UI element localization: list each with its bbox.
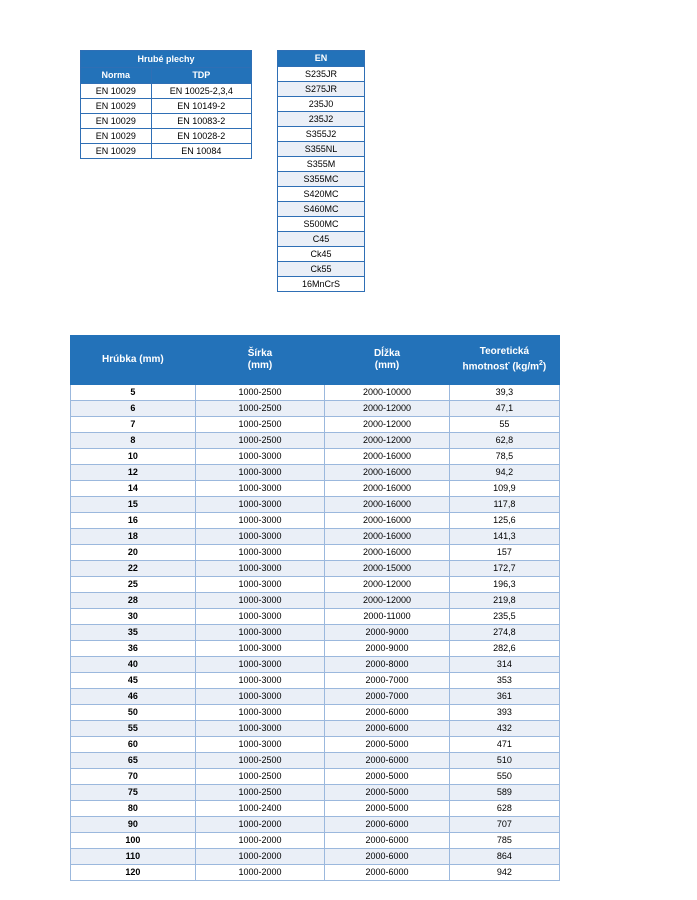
table-row	[71, 753, 560, 769]
cell-length: 2000-7000	[325, 689, 450, 705]
cell-weight: 274,8	[449, 625, 559, 641]
norms-cell-norma: EN 10029	[81, 99, 152, 114]
cell-weight: 117,8	[449, 497, 559, 513]
norms-cell-tdp: EN 10084	[151, 144, 251, 159]
cell-width: 1000-3000	[195, 737, 325, 753]
cell-thickness: 70	[71, 769, 196, 785]
cell-length: 2000-8000	[325, 657, 450, 673]
table-row	[81, 99, 252, 114]
list-item	[278, 157, 365, 172]
table-row	[71, 625, 560, 641]
cell-thickness: 50	[71, 705, 196, 721]
cell-weight: 314	[449, 657, 559, 673]
cell-width: 1000-3000	[195, 465, 325, 481]
cell-weight: 864	[449, 849, 559, 865]
en-grade-cell: S355NL	[278, 142, 365, 157]
cell-thickness: 12	[71, 465, 196, 481]
cell-length: 2000-6000	[325, 705, 450, 721]
table-row	[81, 114, 252, 129]
dim-header-thickness-label: Hrúbka (mm)	[102, 354, 164, 365]
cell-thickness: 60	[71, 737, 196, 753]
list-item	[278, 172, 365, 187]
list-item	[278, 67, 365, 82]
cell-weight: 235,5	[449, 609, 559, 625]
table-row	[71, 545, 560, 561]
en-grade-cell: S235JR	[278, 67, 365, 82]
cell-weight: 125,6	[449, 513, 559, 529]
cell-width: 1000-2500	[195, 785, 325, 801]
dim-header-weight-line1: Teoretická	[479, 346, 530, 358]
cell-thickness: 110	[71, 849, 196, 865]
dim-header-weight	[449, 336, 559, 385]
cell-weight: 471	[449, 737, 559, 753]
list-item	[278, 202, 365, 217]
cell-length: 2000-12000	[325, 433, 450, 449]
cell-length: 2000-9000	[325, 641, 450, 657]
table-row	[71, 673, 560, 689]
cell-length: 2000-16000	[325, 545, 450, 561]
cell-length: 2000-16000	[325, 449, 450, 465]
cell-weight: 393	[449, 705, 559, 721]
cell-length: 2000-16000	[325, 529, 450, 545]
en-grades-table	[277, 50, 365, 292]
cell-thickness: 80	[71, 801, 196, 817]
cell-weight: 109,9	[449, 481, 559, 497]
cell-thickness: 46	[71, 689, 196, 705]
cell-thickness: 45	[71, 673, 196, 689]
cell-width: 1000-3000	[195, 529, 325, 545]
cell-thickness: 22	[71, 561, 196, 577]
cell-length: 2000-12000	[325, 593, 450, 609]
en-grades-table-body	[278, 51, 365, 292]
cell-width: 1000-3000	[195, 609, 325, 625]
en-header-cell: EN	[278, 51, 365, 67]
table-row	[81, 144, 252, 159]
table-row	[71, 465, 560, 481]
cell-thickness: 15	[71, 497, 196, 513]
table-row	[71, 577, 560, 593]
cell-weight: 361	[449, 689, 559, 705]
en-grade-cell: S275JR	[278, 82, 365, 97]
list-item	[278, 262, 365, 277]
norms-cell-norma: EN 10029	[81, 129, 152, 144]
cell-thickness: 8	[71, 433, 196, 449]
cell-weight: 785	[449, 833, 559, 849]
cell-width: 1000-3000	[195, 641, 325, 657]
cell-length: 2000-9000	[325, 625, 450, 641]
cell-width: 1000-3000	[195, 705, 325, 721]
cell-weight: 55	[449, 417, 559, 433]
cell-weight: 282,6	[449, 641, 559, 657]
cell-width: 1000-3000	[195, 545, 325, 561]
table-row	[71, 737, 560, 753]
en-grade-cell: S460MC	[278, 202, 365, 217]
cell-length: 2000-16000	[325, 481, 450, 497]
cell-weight: 94,2	[449, 465, 559, 481]
cell-weight: 157	[449, 545, 559, 561]
table-row	[71, 609, 560, 625]
table-row	[71, 785, 560, 801]
cell-length: 2000-6000	[325, 753, 450, 769]
dim-header-width	[195, 336, 325, 385]
cell-width: 1000-2000	[195, 833, 325, 849]
table-row	[71, 385, 560, 401]
cell-weight: 510	[449, 753, 559, 769]
list-item	[278, 232, 365, 247]
cell-width: 1000-3000	[195, 577, 325, 593]
cell-length: 2000-11000	[325, 609, 450, 625]
cell-thickness: 14	[71, 481, 196, 497]
list-item	[278, 247, 365, 262]
cell-thickness: 55	[71, 721, 196, 737]
list-item	[278, 82, 365, 97]
cell-thickness: 75	[71, 785, 196, 801]
cell-weight: 628	[449, 801, 559, 817]
table-row	[71, 865, 560, 881]
list-item	[278, 142, 365, 157]
norms-cell-tdp: EN 10028-2	[151, 129, 251, 144]
cell-thickness: 20	[71, 545, 196, 561]
dimensions-table-body	[71, 385, 560, 881]
table-row	[71, 513, 560, 529]
norms-header-row	[81, 68, 252, 84]
en-grade-cell: 16MnCrS	[278, 277, 365, 292]
cell-thickness: 35	[71, 625, 196, 641]
cell-thickness: 36	[71, 641, 196, 657]
cell-width: 1000-2000	[195, 849, 325, 865]
table-row	[71, 849, 560, 865]
cell-thickness: 28	[71, 593, 196, 609]
table-row	[71, 657, 560, 673]
cell-width: 1000-2500	[195, 433, 325, 449]
cell-length: 2000-6000	[325, 833, 450, 849]
table-row	[71, 401, 560, 417]
cell-length: 2000-6000	[325, 849, 450, 865]
cell-weight: 589	[449, 785, 559, 801]
cell-length: 2000-12000	[325, 417, 450, 433]
table-row	[71, 481, 560, 497]
dimensions-table	[70, 335, 560, 881]
cell-weight: 432	[449, 721, 559, 737]
en-grade-cell: S420MC	[278, 187, 365, 202]
cell-length: 2000-5000	[325, 737, 450, 753]
en-grade-cell: 235J2	[278, 112, 365, 127]
dim-header-weight-line3: )	[542, 361, 547, 373]
list-item	[278, 112, 365, 127]
cell-thickness: 90	[71, 817, 196, 833]
dim-header-width-line1: Šírka	[247, 348, 273, 359]
cell-weight: 196,3	[449, 577, 559, 593]
table-row	[71, 769, 560, 785]
cell-length: 2000-7000	[325, 673, 450, 689]
cell-width: 1000-2400	[195, 801, 325, 817]
norms-header-norma: Norma	[81, 68, 152, 84]
cell-width: 1000-2500	[195, 401, 325, 417]
dim-header-weight-exponent: 2	[539, 360, 543, 368]
cell-width: 1000-3000	[195, 513, 325, 529]
cell-length: 2000-5000	[325, 785, 450, 801]
table-row	[71, 801, 560, 817]
cell-length: 2000-16000	[325, 513, 450, 529]
en-grade-cell: S355M	[278, 157, 365, 172]
table-row	[71, 449, 560, 465]
cell-weight: 172,7	[449, 561, 559, 577]
norms-header-tdp: TDP	[151, 68, 251, 84]
table-row	[71, 497, 560, 513]
norms-cell-tdp: EN 10025-2,3,4	[151, 84, 251, 99]
norms-cell-norma: EN 10029	[81, 84, 152, 99]
cell-weight: 942	[449, 865, 559, 881]
cell-width: 1000-2000	[195, 865, 325, 881]
cell-thickness: 30	[71, 609, 196, 625]
cell-weight: 707	[449, 817, 559, 833]
list-item	[278, 97, 365, 112]
table-row	[81, 84, 252, 99]
cell-weight: 219,8	[449, 593, 559, 609]
en-grade-cell: S355MC	[278, 172, 365, 187]
cell-length: 2000-16000	[325, 465, 450, 481]
cell-width: 1000-3000	[195, 497, 325, 513]
cell-length: 2000-12000	[325, 401, 450, 417]
dim-header-length-line1: Dĺžka	[373, 348, 401, 359]
table-row	[71, 433, 560, 449]
cell-weight: 39,3	[449, 385, 559, 401]
cell-thickness: 10	[71, 449, 196, 465]
table-row	[71, 833, 560, 849]
dim-header-weight-line2: hmotnosť (kg/m	[462, 361, 540, 373]
cell-weight: 353	[449, 673, 559, 689]
en-grade-cell: S355J2	[278, 127, 365, 142]
cell-thickness: 65	[71, 753, 196, 769]
table-row	[71, 705, 560, 721]
cell-thickness: 25	[71, 577, 196, 593]
norms-cell-tdp: EN 10083-2	[151, 114, 251, 129]
cell-width: 1000-3000	[195, 449, 325, 465]
cell-length: 2000-12000	[325, 577, 450, 593]
en-grade-cell: Ck45	[278, 247, 365, 262]
cell-length: 2000-6000	[325, 721, 450, 737]
cell-weight: 62,8	[449, 433, 559, 449]
en-grade-cell: S500MC	[278, 217, 365, 232]
en-grade-cell: Ck55	[278, 262, 365, 277]
table-row	[71, 417, 560, 433]
cell-length: 2000-5000	[325, 801, 450, 817]
cell-length: 2000-6000	[325, 817, 450, 833]
norms-cell-norma: EN 10029	[81, 144, 152, 159]
list-item	[278, 127, 365, 142]
norms-table	[80, 50, 252, 159]
cell-width: 1000-3000	[195, 481, 325, 497]
cell-thickness: 18	[71, 529, 196, 545]
cell-width: 1000-2500	[195, 385, 325, 401]
table-row	[81, 129, 252, 144]
norms-cell-tdp: EN 10149-2	[151, 99, 251, 114]
cell-length: 2000-15000	[325, 561, 450, 577]
list-item	[278, 217, 365, 232]
list-item	[278, 277, 365, 292]
cell-thickness: 40	[71, 657, 196, 673]
cell-width: 1000-3000	[195, 673, 325, 689]
dim-header-length	[325, 336, 450, 385]
cell-width: 1000-3000	[195, 593, 325, 609]
table-row	[71, 593, 560, 609]
table-row	[71, 561, 560, 577]
norms-cell-norma: EN 10029	[81, 114, 152, 129]
norms-title-cell: Hrubé plechy	[81, 51, 252, 68]
cell-length: 2000-6000	[325, 865, 450, 881]
list-item	[278, 187, 365, 202]
cell-thickness: 5	[71, 385, 196, 401]
cell-weight: 550	[449, 769, 559, 785]
dim-header-length-line2: (mm)	[374, 360, 400, 371]
cell-thickness: 7	[71, 417, 196, 433]
table-row	[71, 689, 560, 705]
norms-title-row	[81, 51, 252, 68]
dimensions-table-head	[71, 336, 560, 385]
cell-width: 1000-2000	[195, 817, 325, 833]
cell-thickness: 6	[71, 401, 196, 417]
cell-length: 2000-16000	[325, 497, 450, 513]
cell-width: 1000-3000	[195, 689, 325, 705]
cell-weight: 78,5	[449, 449, 559, 465]
cell-weight: 47,1	[449, 401, 559, 417]
dim-header-width-line2: (mm)	[247, 360, 273, 371]
cell-width: 1000-3000	[195, 625, 325, 641]
cell-length: 2000-10000	[325, 385, 450, 401]
cell-thickness: 120	[71, 865, 196, 881]
cell-width: 1000-3000	[195, 657, 325, 673]
cell-weight: 141,3	[449, 529, 559, 545]
en-grade-cell: C45	[278, 232, 365, 247]
cell-width: 1000-3000	[195, 721, 325, 737]
dim-header-thickness	[71, 336, 196, 385]
table-row	[71, 721, 560, 737]
dimensions-header-row	[71, 336, 560, 385]
table-row	[71, 641, 560, 657]
en-grade-cell: 235J0	[278, 97, 365, 112]
cell-width: 1000-3000	[195, 561, 325, 577]
en-header-row	[278, 51, 365, 67]
cell-thickness: 100	[71, 833, 196, 849]
cell-width: 1000-2500	[195, 417, 325, 433]
norms-table-body	[81, 51, 252, 159]
cell-length: 2000-5000	[325, 769, 450, 785]
table-row	[71, 529, 560, 545]
cell-thickness: 16	[71, 513, 196, 529]
cell-width: 1000-2500	[195, 753, 325, 769]
table-row	[71, 817, 560, 833]
cell-width: 1000-2500	[195, 769, 325, 785]
